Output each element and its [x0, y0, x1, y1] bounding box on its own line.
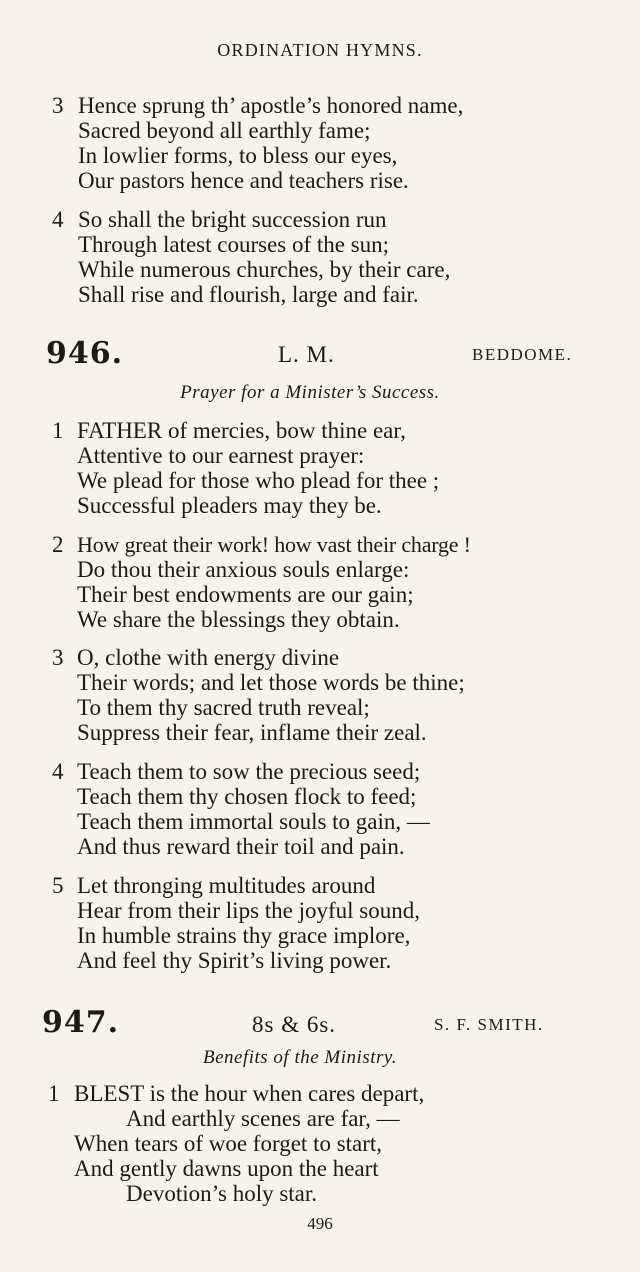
verse-number: 3	[52, 645, 64, 670]
verse-line: Teach them to sow the precious seed;	[77, 759, 421, 784]
verse-line: In lowlier forms, to bless our eyes,	[78, 143, 398, 168]
verse-946-4	[52, 759, 622, 859]
verse-line: Do thou their anxious souls enlarge:	[77, 557, 410, 582]
verse-number: 3	[52, 93, 64, 118]
verse-line: Their best endowments are our gain;	[77, 582, 414, 607]
hymn-title: Benefits of the Ministry.	[202, 1047, 398, 1068]
verse-946-1	[52, 418, 622, 518]
verse-line: And thus reward their toil and pain.	[77, 834, 405, 859]
verse-top-4	[52, 207, 612, 307]
verse-line: Hear from their lips the joyful sound,	[77, 898, 421, 923]
verse-number: 5	[52, 873, 64, 898]
verse-number: 2	[52, 532, 64, 557]
verse-946-3	[52, 645, 622, 745]
verse-line: How great their work! how vast their charge !	[77, 532, 471, 557]
verse-top-3	[52, 93, 612, 193]
verse-line: Shall rise and flourish, large and fair.	[78, 282, 419, 307]
hymn-author: S. F. SMITH.	[434, 1015, 544, 1034]
verse-line: Devotion’s holy star.	[126, 1181, 318, 1206]
verse-line: BLEST is the hour when cares depart,	[74, 1081, 425, 1106]
running-head: ORDINATION HYMNS.	[217, 40, 423, 60]
verse-number: 1	[52, 418, 64, 443]
verse-line: While numerous churches, by their care,	[78, 257, 451, 282]
verse-line: Hence sprung th’ apostle’s honored name,	[78, 93, 464, 118]
hymn-number: 947.	[42, 1005, 120, 1040]
verse-number: 4	[52, 759, 64, 784]
verse-line: And feel thy Spirit’s living power.	[77, 948, 392, 973]
hymn-meter: 8s & 6s.	[252, 1012, 337, 1037]
verse-line: Suppress their fear, inflame their zeal.	[77, 720, 427, 745]
verse-line: Let thronging multitudes around	[77, 873, 376, 898]
verse-line: Teach them immortal souls to gain, —	[77, 809, 430, 834]
verse-line: We plead for those who plead for thee ;	[77, 468, 440, 493]
verse-line: Attentive to our earnest prayer:	[77, 443, 365, 468]
verse-line: Sacred beyond all earthly fame;	[78, 118, 371, 143]
page-number: 496	[307, 1214, 333, 1233]
verse-line: Through latest courses of the sun;	[78, 232, 390, 257]
hymn-title: Prayer for a Minister’s Success.	[180, 382, 440, 403]
verse-line: So shall the bright succession run	[78, 207, 387, 232]
verse-line: Teach them thy chosen flock to feed;	[77, 784, 417, 809]
verse-line: Our pastors hence and teachers rise.	[78, 168, 409, 193]
verse-946-5	[52, 873, 622, 973]
verse-line: And earthly scenes are far, —	[126, 1106, 400, 1131]
verse-number: 4	[52, 207, 64, 232]
verse-line: When tears of woe forget to start,	[74, 1131, 383, 1156]
verse-line: We share the blessings they obtain.	[77, 607, 400, 632]
verse-line: To them thy sacred truth reveal;	[77, 695, 370, 720]
hymn-number: 946.	[46, 336, 124, 371]
verse-946-2	[52, 532, 622, 632]
verse-line: Successful pleaders may they be.	[77, 493, 382, 518]
verse-line: Their words; and let those words be thine;	[77, 670, 465, 695]
verse-947-1	[48, 1081, 618, 1207]
verse-line: And gently dawns upon the heart	[74, 1156, 379, 1181]
hymn-author: BEDDOME.	[472, 345, 573, 364]
verse-number: 1	[48, 1081, 60, 1106]
verse-line: FATHER of mercies, bow thine ear,	[77, 418, 406, 443]
verse-line: In humble strains thy grace implore,	[77, 923, 411, 948]
verse-line: O, clothe with energy divine	[77, 645, 340, 670]
hymn-meter: L. M.	[278, 342, 335, 367]
